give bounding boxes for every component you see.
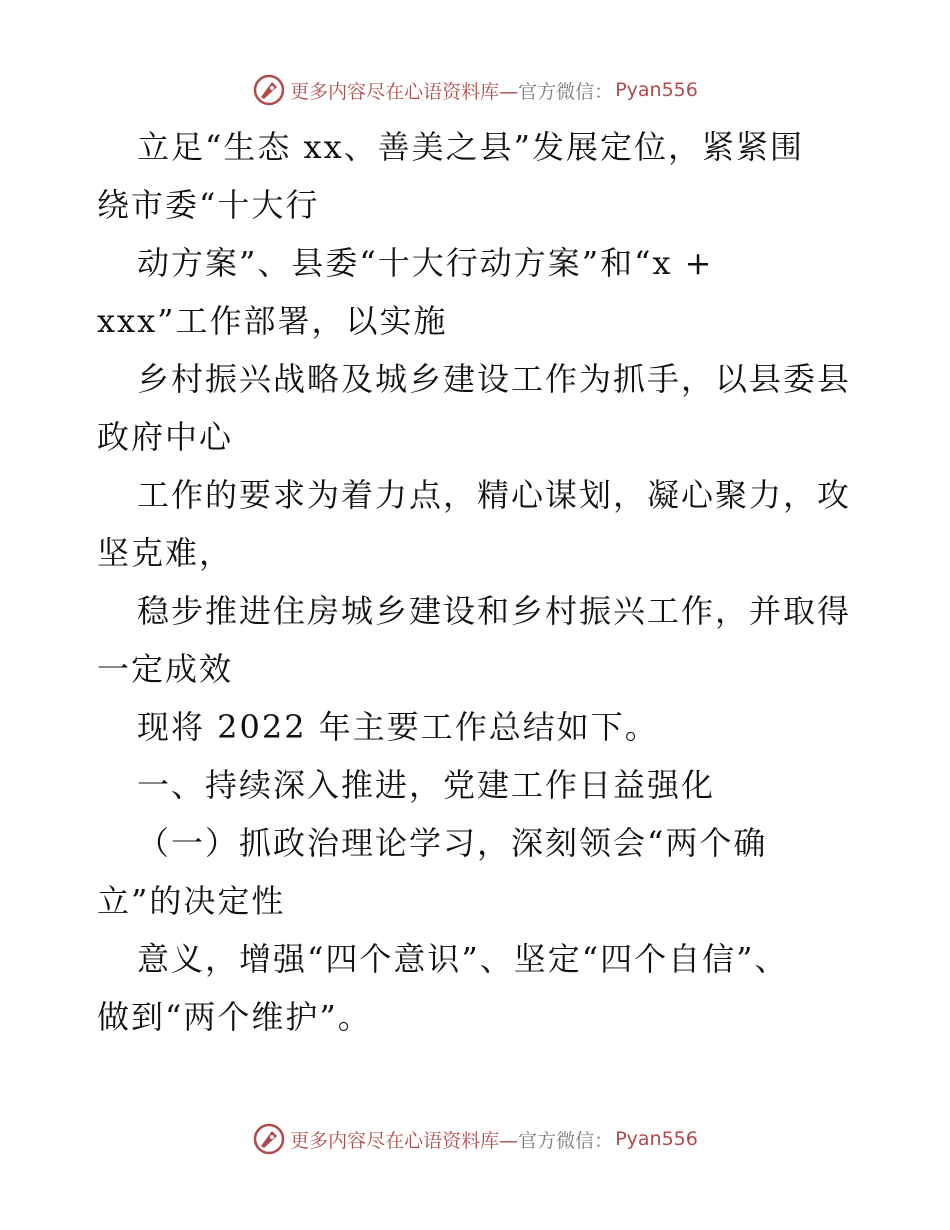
pen-nib-logo-icon [252,73,286,107]
body-line: 立足“生态 xx、善美之县”发展定位，紧紧围 [137,128,804,166]
watermark-wechat-id: Pyan556 [615,1128,698,1150]
watermark-wechat-id: Pyan556 [615,79,698,101]
subsection-heading: （一）抓政治理论学习，深刻领会“两个确 [137,824,768,862]
body-line: 意义，增强“四个意识”、坚定“四个自信”、 [137,940,789,978]
body-line: 一定成效 [97,650,234,688]
body-line: 稳步推进住房城乡建设和乡村振兴工作，并取得 [137,592,852,630]
body-line: 做到“两个维护”。 [97,998,372,1036]
pen-nib-logo-icon [252,1122,286,1156]
document-body [97,123,857,1051]
watermark-wechat-label: 官方微信： [518,1129,614,1152]
section-heading: 一、持续深入推进，党建工作日益强化 [137,766,716,804]
body-line: 工作的要求为着力点，精心谋划，凝心聚力，攻 [137,476,852,514]
body-line: xxx”工作部署，以实施 [97,302,448,340]
body-line: 绕市委“十大行 [97,186,320,224]
body-line: 坚克难， [97,534,234,572]
body-line: 政府中心 [97,418,234,456]
footer-watermark [0,1119,950,1159]
watermark-wechat-label: 官方微信： [518,80,614,103]
watermark-text: 更多内容尽在心语资料库— [290,80,519,103]
header-watermark [0,70,950,110]
body-line: 乡村振兴战略及城乡建设工作为抓手，以县委县 [137,360,852,398]
watermark-text: 更多内容尽在心语资料库— [290,1129,519,1152]
body-line: 立”的决定性 [97,882,286,920]
body-line: 现将 2022 年主要工作总结如下。 [137,708,659,746]
body-line: 动方案”、县委“十大行动方案”和“x + [137,244,714,282]
